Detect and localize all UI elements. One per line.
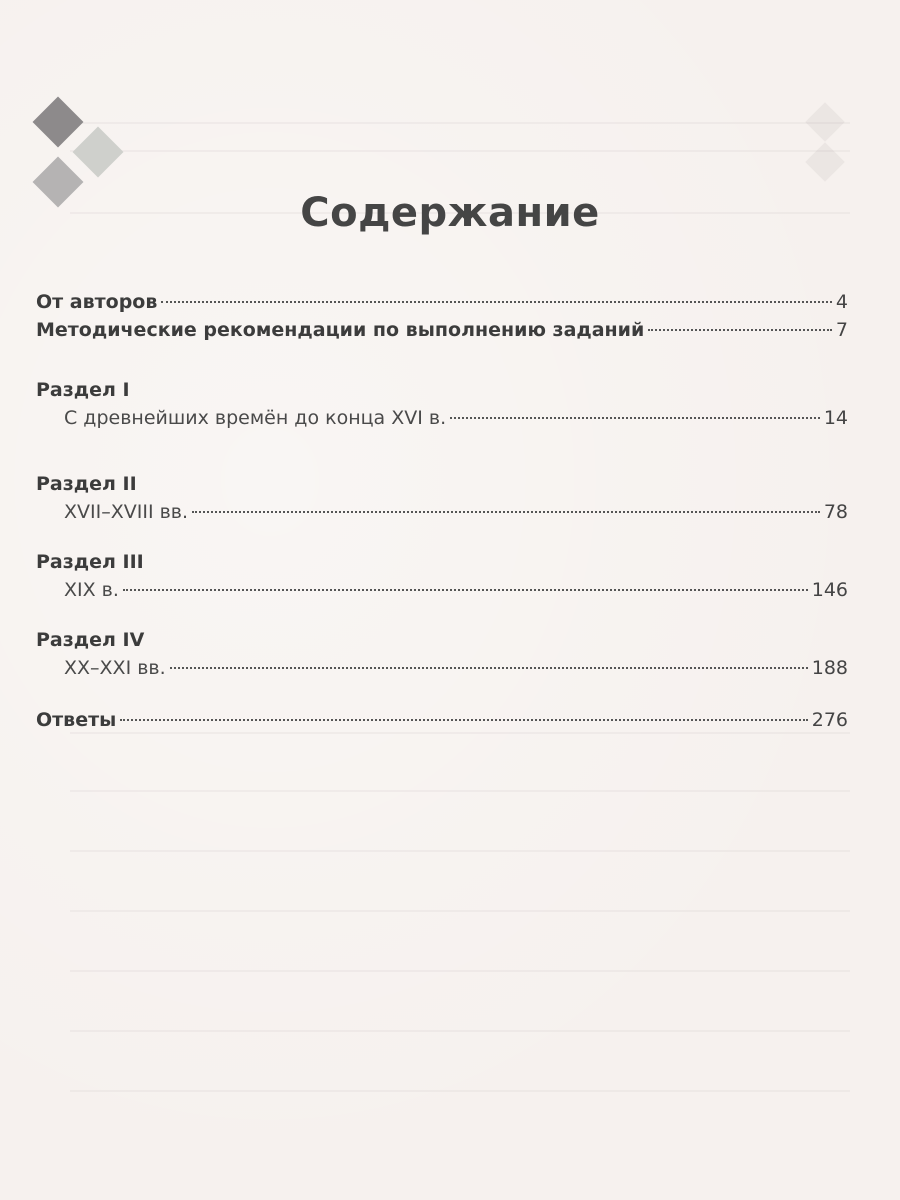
- diamond-cluster-icon: [30, 92, 120, 192]
- bleed-through-line: [70, 1090, 850, 1092]
- dot-leader: [161, 301, 832, 303]
- ghost-diamond-top-icon: [805, 102, 845, 142]
- toc-entry-label: Методические рекомендации по выполнению заданий: [36, 319, 645, 341]
- page-title: Содержание: [300, 190, 600, 236]
- toc-entry-label: XX–XXI вв.: [64, 657, 166, 679]
- diamond-dark-icon: [33, 97, 84, 148]
- toc-entry-label: Ответы: [36, 709, 117, 731]
- section-heading-2: Раздел II: [36, 473, 137, 495]
- toc-entry-label: От авторов: [36, 291, 158, 313]
- dot-leader: [120, 719, 807, 721]
- toc-entry-authors[interactable]: [36, 288, 848, 316]
- toc-page-number: 7: [835, 319, 848, 341]
- dot-leader: [648, 329, 832, 331]
- bleed-through-line: [70, 910, 850, 912]
- section-heading-1: Раздел I: [36, 379, 130, 401]
- bleed-through-line: [70, 850, 850, 852]
- toc-entry-section-2[interactable]: [36, 498, 848, 526]
- toc-page-number: 14: [823, 407, 848, 429]
- bleed-through-line: [70, 122, 850, 124]
- toc-entry-label: XVII–XVIII вв.: [64, 501, 189, 523]
- ghost-diamond-bottom-icon: [805, 142, 845, 182]
- toc-entry-section-4[interactable]: [36, 654, 848, 682]
- diamond-light-icon: [73, 127, 124, 178]
- table-of-contents: [36, 288, 848, 734]
- section-heading-3: Раздел III: [36, 551, 144, 573]
- dot-leader: [170, 667, 808, 669]
- toc-page-number: 276: [811, 709, 848, 731]
- toc-page-number: 146: [811, 579, 848, 601]
- bleed-through-line: [70, 970, 850, 972]
- toc-entry-label: XIX в.: [64, 579, 119, 601]
- dot-leader: [192, 511, 820, 513]
- toc-entry-section-1[interactable]: [36, 404, 848, 432]
- toc-entry-section-3[interactable]: [36, 576, 848, 604]
- dot-leader: [450, 417, 820, 419]
- toc-entry-label: С древнейших времён до конца XVI в.: [64, 407, 447, 429]
- bleed-through-line: [70, 150, 850, 152]
- toc-entry-answers[interactable]: [36, 706, 848, 734]
- toc-page-number: 188: [811, 657, 848, 679]
- section-heading-4: Раздел IV: [36, 629, 145, 651]
- toc-entry-methodology[interactable]: [36, 316, 848, 344]
- bleed-through-line: [70, 790, 850, 792]
- bleed-through-line: [70, 1030, 850, 1032]
- toc-page-number: 4: [835, 291, 848, 313]
- toc-page-number: 78: [823, 501, 848, 523]
- dot-leader: [123, 589, 808, 591]
- ghost-diamond-icon: [795, 100, 855, 190]
